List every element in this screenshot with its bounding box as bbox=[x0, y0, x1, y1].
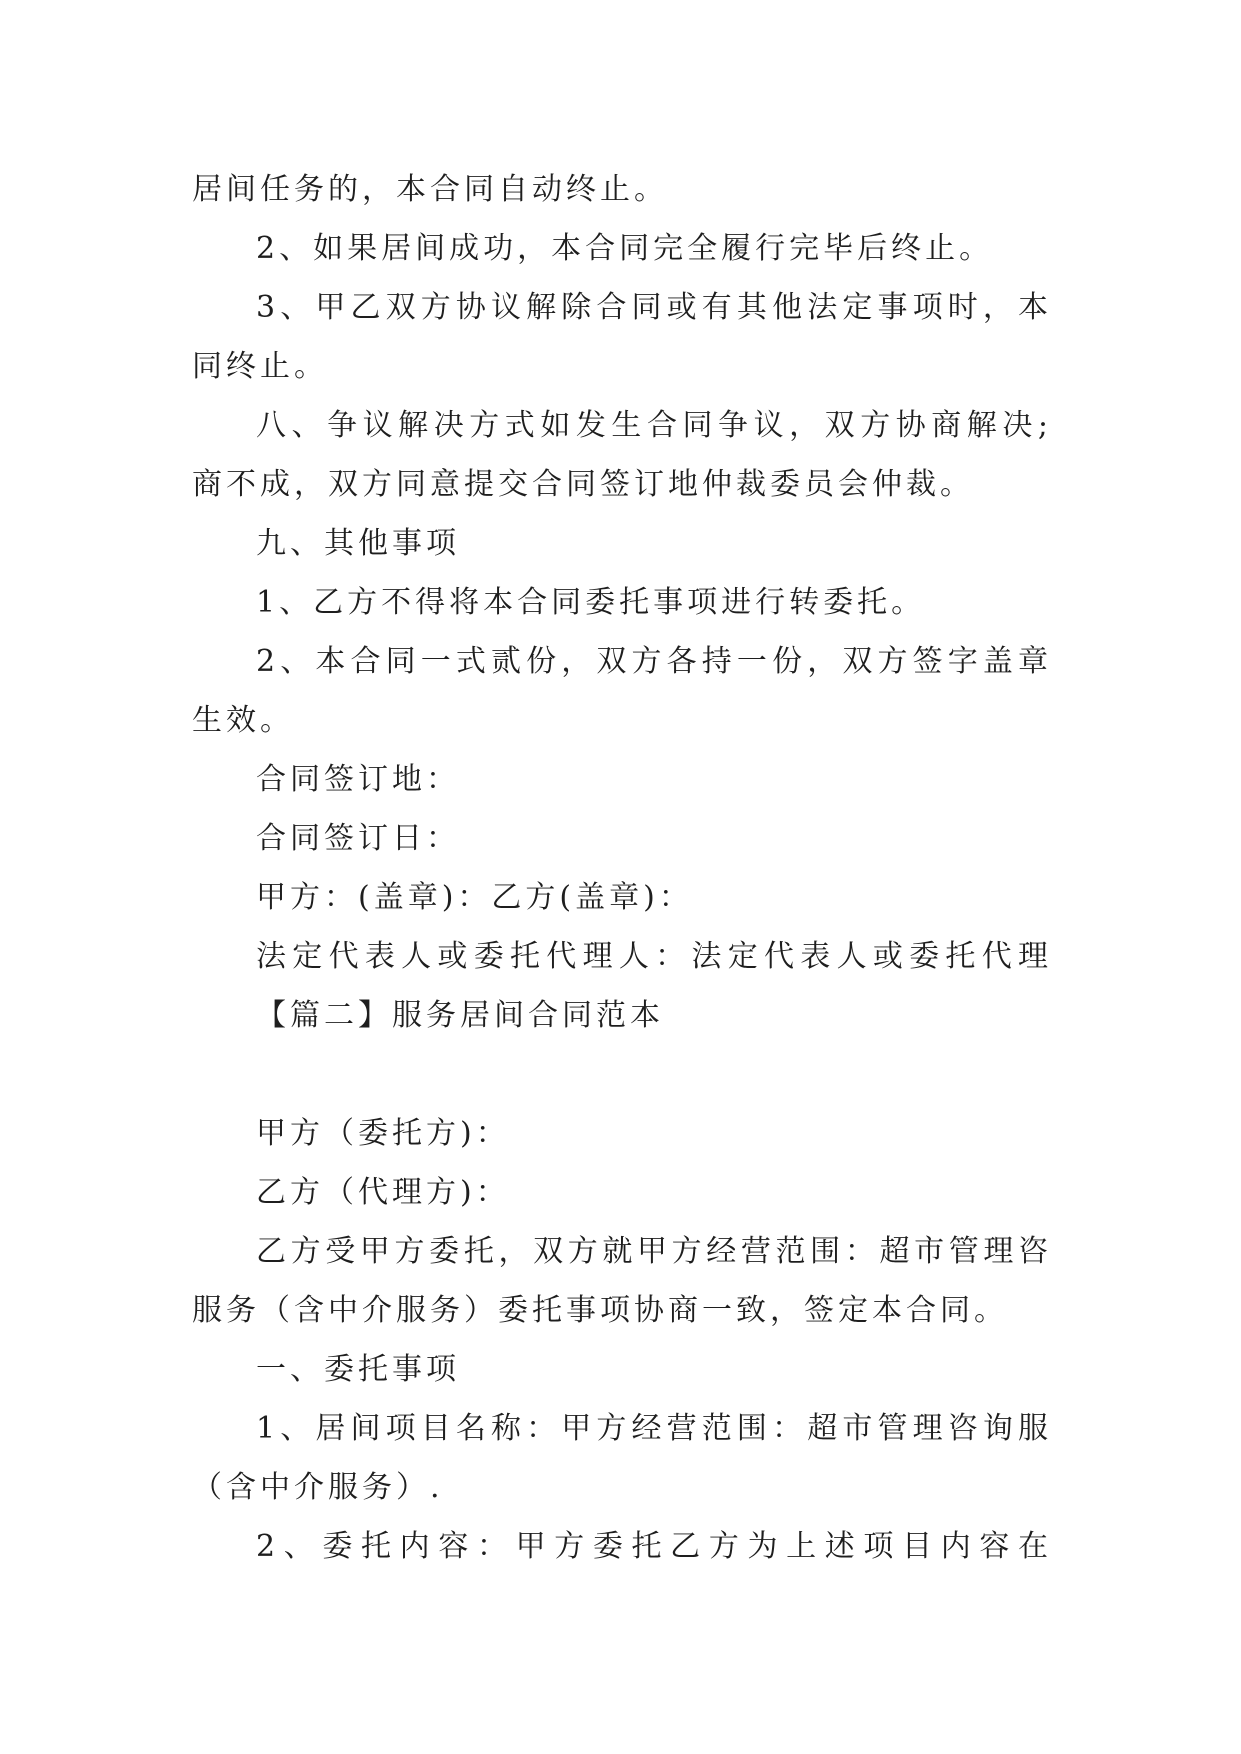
text-line: 乙方受甲方委托，双方就甲方经营范围：超市管理咨 bbox=[256, 1234, 1052, 1269]
section-heading: 九、其他事项 bbox=[256, 526, 460, 561]
blank-line bbox=[192, 1045, 1052, 1104]
legal-representatives: 法定代表人或委托代理人：法定代表人或委托代理 bbox=[256, 939, 1052, 974]
text-line: 3、甲乙双方协议解除合同或有其他法定事项时，本 bbox=[256, 290, 1052, 325]
text-line: （含中介服务）. bbox=[192, 1470, 444, 1505]
signing-place: 合同签订地： bbox=[256, 762, 460, 797]
text-line: 服务（含中介服务）委托事项协商一致，签定本合同。 bbox=[192, 1293, 1008, 1328]
text-line: 生效。 bbox=[192, 703, 294, 738]
text-line: 2、如果居间成功，本合同完全履行完毕后终止。 bbox=[256, 231, 994, 266]
section-title: 【篇二】服务居间合同范本 bbox=[256, 998, 664, 1033]
party-seals: 甲方：(盖章)：乙方(盖章)： bbox=[256, 880, 693, 915]
text-line: 2、本合同一式贰份，双方各持一份，双方签字盖章 bbox=[256, 644, 1052, 679]
text-line: 同终止。 bbox=[192, 349, 328, 384]
party-b: 乙方（代理方)： bbox=[256, 1175, 510, 1210]
text-line: 2、委托内容：甲方委托乙方为上述项目内容在 bbox=[256, 1529, 1052, 1564]
signing-date: 合同签订日： bbox=[256, 821, 460, 856]
text-line: 商不成，双方同意提交合同签订地仲裁委员会仲裁。 bbox=[192, 467, 974, 502]
section-heading: 一、委托事项 bbox=[256, 1352, 460, 1387]
text-line: 1、居间项目名称：甲方经营范围：超市管理咨询服 bbox=[256, 1411, 1052, 1446]
text-line: 居间任务的，本合同自动终止。 bbox=[192, 172, 668, 207]
document-body bbox=[192, 160, 1052, 1576]
text-line: 八、争议解决方式如发生合同争议，双方协商解决; bbox=[256, 408, 1052, 443]
text-line: 1、乙方不得将本合同委托事项进行转委托。 bbox=[256, 585, 926, 620]
party-a: 甲方（委托方)： bbox=[256, 1116, 510, 1151]
